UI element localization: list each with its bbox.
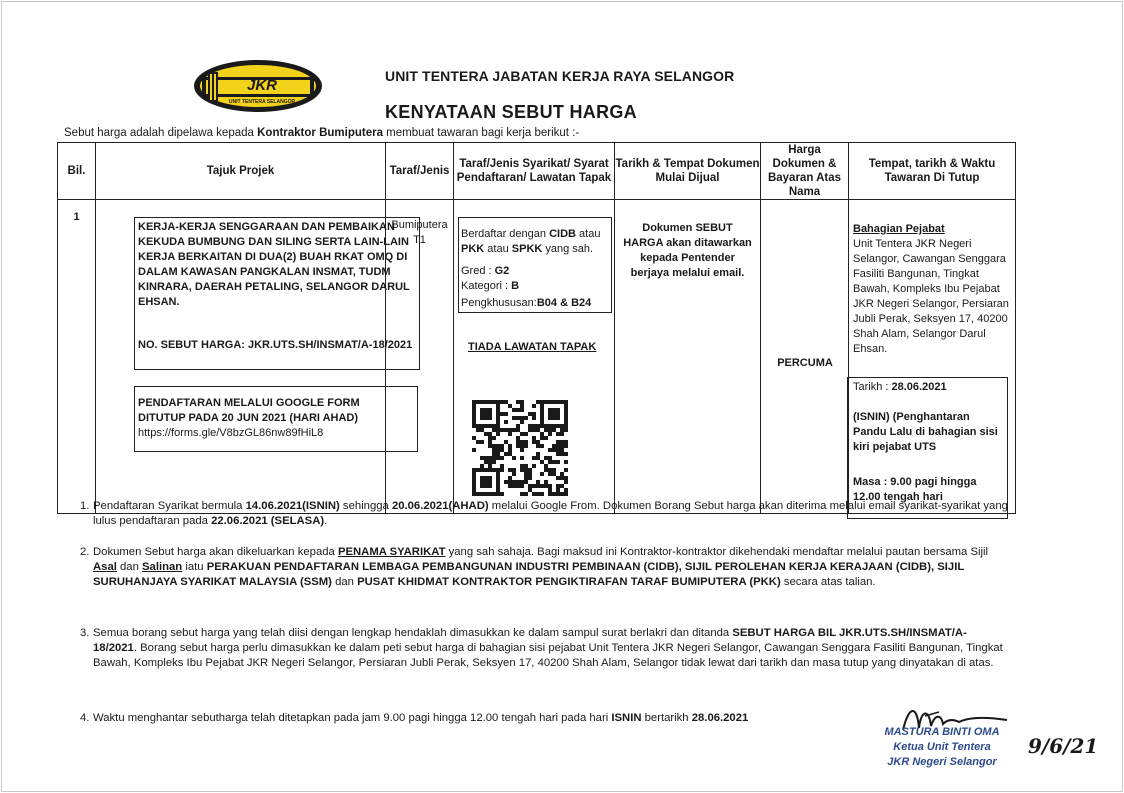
stamp-position: Ketua Unit Tentera	[893, 741, 991, 753]
closing-place-title: Bahagian Pejabat	[853, 223, 945, 235]
stamp-office: JKR Negeri Selangor	[887, 756, 997, 768]
cell-requirements	[454, 200, 615, 514]
closing-place: Unit Tentera JKR Negeri Selangor, Cawangan Senggara Fasiliti Bangunan, Tingkat Bawah, Kompleks Ibu Pejabat JKR Negeri Selangor, Persiaran Jubli Perak, Seksyen 17, 40200 Shah Alam, Selangor Darul Ehsan.	[853, 238, 1009, 355]
registration-title: PENDAFTARAN MELALUI GOOGLE FORM DITUTUP PADA 20 JUN 2021 (HARI AHAD)	[138, 397, 360, 424]
header-closing: Tempat, tarikh & Waktu Tawaran Di Tutup	[849, 143, 1016, 200]
header-project-title: Tajuk Projek	[96, 143, 386, 200]
handwritten-date: 9/6/21	[1028, 734, 1099, 758]
cell-price	[761, 200, 849, 514]
jkr-logo	[192, 58, 324, 114]
registration-link[interactable]: https://forms.gle/V8bzGL86nw89fHiL8	[138, 427, 324, 439]
table-row	[58, 200, 1016, 514]
header-requirements: Taraf/Jenis Syarikat/ Syarat Pendaftaran/ Lawatan Tapak	[454, 143, 615, 200]
organization-name: UNIT TENTERA JABATAN KERJA RAYA SELANGOR	[385, 68, 735, 84]
document-title: KENYATAAN SEBUT HARGA	[385, 102, 637, 122]
kategori: Kategori : B	[461, 280, 520, 292]
header-doc-sale: Tarikh & Tempat Dokumen Mulai Dijual	[615, 143, 761, 200]
taraf-grade: T1	[413, 234, 426, 246]
price-value: PERCUMA	[777, 357, 833, 369]
official-stamp	[872, 725, 1012, 770]
project-title: KERJA-KERJA SENGGARAAN DAN PEMBAIKAN KEKUDA BUMBUNG DAN SILING SERTA LAIN-LAIN KERJA BERKAITAN DI DUA(2) BUAH RKAT OMQ DI DALAM KAWASAN PANGKALAN INSMAT, TUDM KINRARA, DAERAH PETALING, SELANGOR DARUL EHSAN.	[138, 221, 410, 308]
quotation-table	[57, 142, 1016, 514]
cell-taraf	[386, 200, 454, 514]
row-number: 1	[73, 211, 80, 223]
doc-sale-text: Dokumen SEBUT HARGA akan ditawarkan kepada Pentender berjaya melalui email.	[623, 222, 752, 279]
closing-date: Tarikh : 28.06.2021	[853, 381, 947, 393]
stamp-name: MASTURA BINTI OMA	[884, 726, 1000, 738]
note-4: 4. Waktu menghantar sebutharga telah ditetapkan pada jam 9.00 pagi hingga 12.00 tengah hari pada hari ISNIN bertarikh 28.06.2021	[80, 712, 749, 724]
closing-delivery: (ISNIN) (Penghantaran Pandu Lalu di bahagian sisi kiri pejabat UTS	[853, 411, 998, 453]
closing-time: Masa : 9.00 pagi hingga 12.00 tengah hari	[853, 476, 977, 503]
logo-subtext: UNIT TENTERA SELANGOR	[228, 99, 296, 105]
requirements-text: Berdaftar dengan CIDB atau PKK atau SPKK yang sah.	[461, 228, 601, 255]
pengkhususan: Pengkhususan:B04 & B24	[461, 297, 592, 309]
header-taraf: Taraf/Jenis	[386, 143, 454, 200]
site-visit-note: TIADA LAWATAN TAPAK	[468, 341, 597, 353]
cell-project	[96, 200, 413, 514]
cell-doc-sale	[615, 200, 761, 514]
header-bil: Bil.	[58, 143, 96, 200]
note-3: 3. Semua borang sebut harga yang telah diisi dengan lengkap hendaklah dimasukkan ke dalam sampul surat berlakri dan ditanda SEBUT HARGA BIL JKR.UTS.SH/INSMAT/A-18/2021. Borang sebut harga perlu dimasukkan ke dalam peti sebut harga di bahagian sisi pejabat Unit Tentera JKR Negeri Selangor, Cawangan Senggara Fasiliti Bangunan, Tingkat Bawah, Kompleks Ibu Pejabat JKR Negeri Selangor, Persiaran Jubli Perak, Seksyen 17, 40200 Shah Alam, Selangor tidak lewat dari tarikh dan masa tutup yang dinyatakan di atas.	[80, 627, 1003, 669]
qr-code	[472, 400, 568, 496]
header-price: Harga Dokumen & Bayaran Atas Nama	[761, 143, 849, 200]
quotation-number: NO. SEBUT HARGA: JKR.UTS.SH/INSMAT/A-18/2021	[138, 339, 413, 351]
note-2: 2. Dokumen Sebut harga akan dikeluarkan kepada PENAMA SYARIKAT yang sah sahaja. Bagi maksud ini Kontraktor-kontraktor dikehendaki mendaftar melalui pautan bersama Sijil Asal dan Salinan iatu PERAKUAN PENDAFTARAN LEMBAGA PEMBANGUNAN INDUSTRI PEMBINAAN (CIDB), SIJIL PEROLEHAN KERJA KERAJAAN (CIDB), SIJIL SURUHANJAYA SYARIKAT MALAYSIA (SSM) dan PUSAT KHIDMAT KONTRAKTOR PENGIKTIRAFAN TARAF BUMIPUTERA (PKK) secara atas talian.	[80, 546, 989, 588]
logo-text: JKR	[246, 77, 278, 94]
gred: Gred : G2	[461, 265, 510, 277]
taraf-value: Bumiputera	[391, 219, 448, 231]
cell-bil	[58, 200, 96, 514]
intro-text: Sebut harga adalah dipelawa kepada Kontraktor Bumiputera membuat tawaran bagi kerja berikut :-	[64, 127, 580, 139]
note-1: 1. Pendaftaran Syarikat bermula 14.06.2021(ISNIN) sehingga 20.06.2021(AHAD) melalui Google From. Dokumen Borang Sebut harga akan diterima melalui email syarikat-syarikat yang lulus pendaftaran pada 22.06.2021 (SELASA).	[80, 500, 1008, 527]
cell-closing	[849, 200, 1016, 514]
table-header-row	[58, 143, 1016, 200]
